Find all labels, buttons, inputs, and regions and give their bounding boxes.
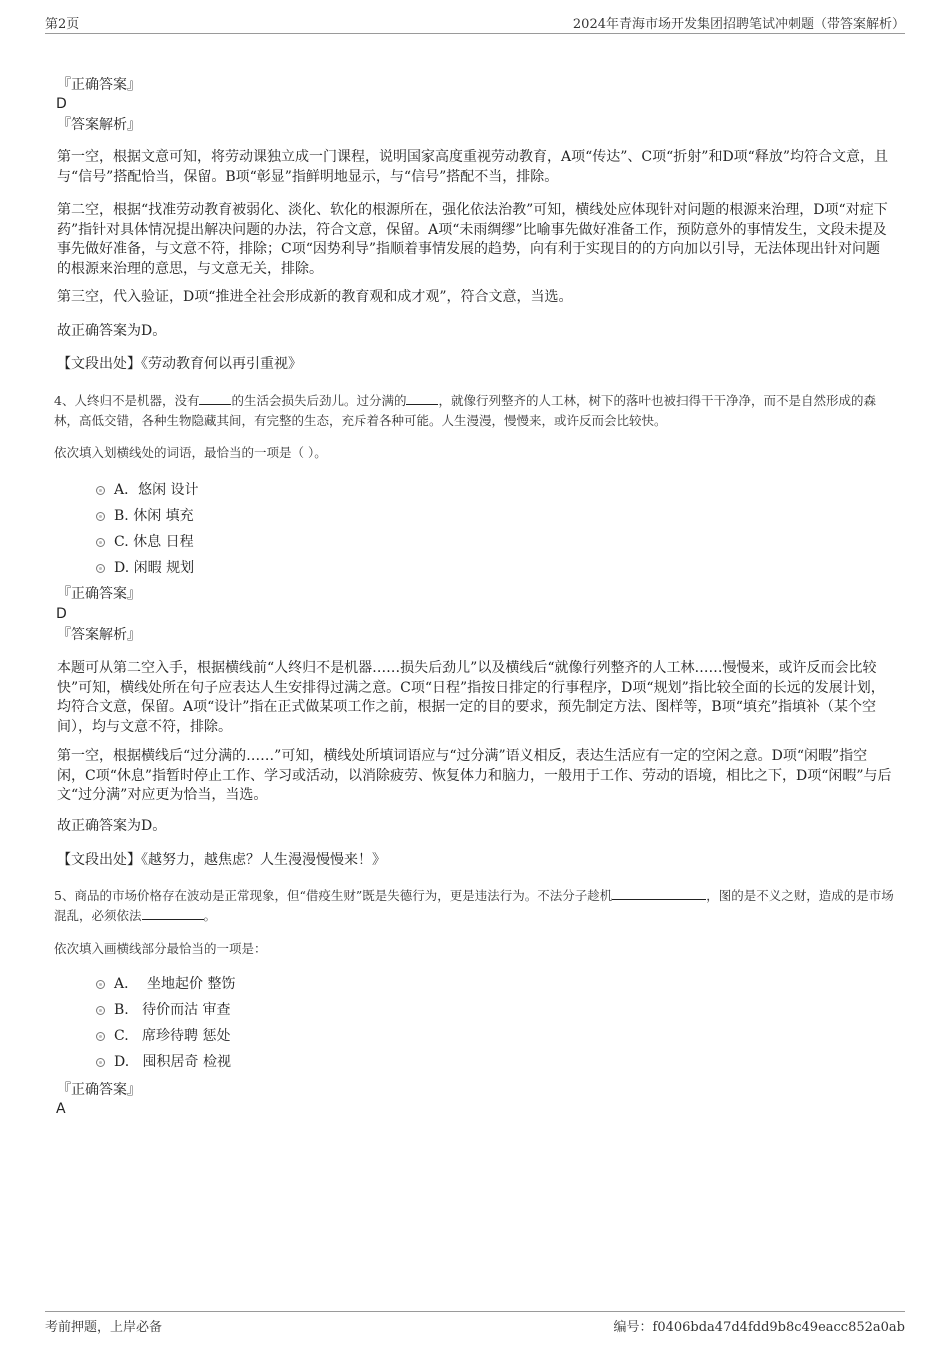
q4-option-a[interactable]: A．悠闲 设计 bbox=[96, 477, 199, 503]
radio-icon[interactable] bbox=[96, 1058, 105, 1067]
q4-blank-2 bbox=[406, 392, 438, 405]
radio-icon[interactable] bbox=[96, 1006, 105, 1015]
q3-analysis-p3: 第三空，代入验证，D项“推进全社会形成新的教育观和成才观”，符合文意，当选。 bbox=[57, 289, 573, 305]
q4-analysis-p2: 第一空，根据横线后“过分满的……”可知，横线处所填词语应与“过分满”语义相反，表达生活应有一定的空闲之意。D项“闲暇”指空闲，C项“休息”指暂时停止工作、学习或活动，以消除疲劳、恢复体力和脑力，一般用于工作、劳动的语境，相比之下，D项“闲暇”与后文“过分满”对应更为恰当，当选。 bbox=[57, 748, 892, 803]
page-number: 第2页 bbox=[45, 17, 80, 32]
radio-icon[interactable] bbox=[96, 1032, 105, 1041]
q4-option-b[interactable]: B. 休闲 填充 bbox=[96, 503, 199, 529]
radio-icon[interactable] bbox=[96, 538, 105, 547]
q4-option-d[interactable]: D. 闲暇 规划 bbox=[96, 555, 199, 581]
radio-icon[interactable] bbox=[96, 980, 105, 989]
q3-analysis-label: 『答案解析』 bbox=[57, 117, 141, 133]
page-header bbox=[45, 13, 905, 33]
radio-icon[interactable] bbox=[96, 486, 105, 495]
q4-analysis-label: 『答案解析』 bbox=[57, 627, 141, 643]
q5-option-c[interactable]: C. 席珍待聘 惩处 bbox=[96, 1023, 235, 1049]
footer-slogan: 考前押题，上岸必备 bbox=[45, 1320, 163, 1335]
q5-stem: 5、商品的市场价格存在波动是正常现象，但“借疫生财”既是失德行为，更是违法行为。不法分子趁机 ，图的是不义之财，造成的是市场混乱，必须依法 。 bbox=[54, 888, 894, 923]
header-divider bbox=[45, 33, 905, 34]
radio-icon[interactable] bbox=[96, 564, 105, 573]
q5-answer: A bbox=[56, 1101, 66, 1117]
q3-analysis-p1: 第一空，根据文意可知，将劳动课独立成一门课程，说明国家高度重视劳动教育，A项“传达”、C项“折射”和D项“释放”均符合文意，且与“信号”搭配恰当，保留。B项“彰显”指鲜明地显示，与“信号”搭配不当，排除。 bbox=[57, 149, 888, 185]
footer-divider bbox=[45, 1311, 905, 1312]
q4-answer-label: 『正确答案』 bbox=[57, 586, 141, 602]
q5-option-a[interactable]: A． 坐地起价 整饬 bbox=[96, 971, 235, 997]
q5-answer-label: 『正确答案』 bbox=[57, 1082, 141, 1098]
q3-answer: D bbox=[56, 96, 67, 112]
q5-option-b[interactable]: B. 待价而沽 审查 bbox=[96, 997, 235, 1023]
radio-icon[interactable] bbox=[96, 512, 105, 521]
q4-prompt: 依次填入划横线处的词语，最恰当的一项是（ ）。 bbox=[54, 445, 327, 460]
document-id: 编号：f0406bda47d4fdd9b8c49eacc852a0ab bbox=[613, 1320, 905, 1335]
q5-options bbox=[96, 971, 235, 1075]
q5-blank-1 bbox=[612, 887, 706, 900]
document-title: 2024年青海市场开发集团招聘笔试冲刺题（带答案解析） bbox=[572, 17, 905, 32]
q4-answer: D bbox=[56, 606, 67, 622]
q3-analysis-p2: 第二空，根据“找准劳动教育被弱化、淡化、软化的根源所在，强化依法治教”可知，横线处应体现针对问题的根源来治理，D项“对症下药”指针对具体情况提出解决问题的办法，符合文意，保留。A项“未雨绸缪”比喻事先做好准备工作，预防意外的事情发生，文段未提及事先做好准备，与文意不符，排除；C项“因势利导”指顺着事情发展的趋势，向有利于实现目的的方向加以引导，无法体现出针对问题的根源来治理的意思，与文意无关，排除。 bbox=[57, 202, 888, 277]
page-footer bbox=[45, 1316, 905, 1336]
q4-analysis-p1: 本题可从第二空入手，根据横线前“人终归不是机器……损失后劲儿”以及横线后“就像行列整齐的人工林……慢慢来，或许反而会比较快”可知，横线处所在句子应表达人生安排得过满之意。C项“日程”指按日排定的行事程序，D项“规划”指比较全面的长远的发展计划，均符合文意，保留。A项“设计”指在正式做某项工作之前，根据一定的目的要求，预先制定方法、图样等，B项“填充”指填补（某个空间），均与文意不符，排除。 bbox=[57, 660, 885, 735]
q4-stem: 4、人终归不是机器，没有 的生活会损失后劲儿。过分满的 ，就像行列整齐的人工林，树下的落叶也被扫得干干净净，而不是自然形成的森林，高低交错，各种生物隐藏其间，有完整的生态，充斥着各种可能。人生漫漫，慢慢来，或许反而会比较快。 bbox=[54, 393, 876, 428]
q4-option-c[interactable]: C. 休息 日程 bbox=[96, 529, 199, 555]
q5-blank-2 bbox=[142, 907, 204, 920]
q5-prompt: 依次填入画横线部分最恰当的一项是： bbox=[54, 941, 267, 956]
q5-option-d[interactable]: D. 囤积居奇 检视 bbox=[96, 1049, 235, 1075]
q3-source: 【文段出处】《劳动教育何以再引重视》 bbox=[57, 356, 302, 372]
q3-conclusion: 故正确答案为D。 bbox=[57, 323, 167, 339]
q3-answer-label: 『正确答案』 bbox=[57, 77, 141, 93]
q4-blank-1 bbox=[199, 392, 231, 405]
q4-conclusion: 故正确答案为D。 bbox=[57, 818, 167, 834]
q4-options bbox=[96, 477, 199, 581]
q4-source: 【文段出处】《越努力，越焦虑？人生漫漫慢慢来！》 bbox=[57, 852, 386, 868]
